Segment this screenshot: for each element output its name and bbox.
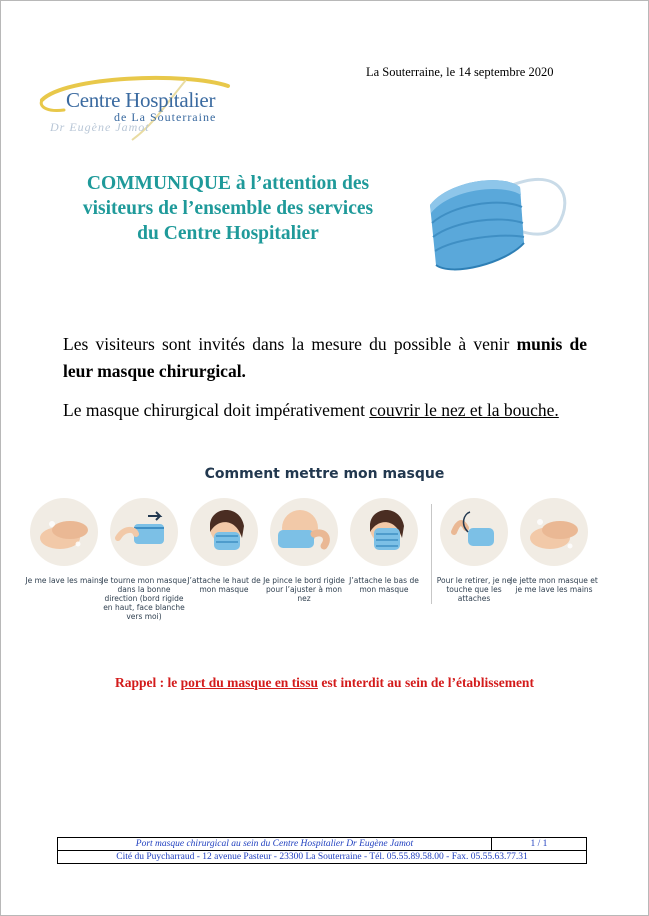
headline-line: du Centre Hospitalier — [137, 223, 319, 244]
step-label: J’attache le haut de mon masque — [187, 576, 261, 594]
date-line: La Souterraine, le 14 septembre 2020 — [366, 65, 554, 79]
reminder-underlined: port du masque en tissu — [180, 675, 318, 690]
hand-wash-icon — [30, 498, 98, 566]
headline-line: COMMUNIQUE à l’attention des — [86, 173, 370, 194]
reminder-notice — [0, 675, 649, 691]
paragraph-underlined: couvrir le nez et la bouche. — [369, 400, 559, 420]
logo-title: Centre Hospitalier — [66, 88, 216, 112]
step-label: J’attache le bas de mon masque — [349, 576, 419, 594]
paragraph-visitors — [63, 331, 587, 385]
mask-steps-figure — [24, 492, 624, 622]
paragraph-mask-rule — [63, 397, 587, 424]
headline-line: visiteurs de l’ensemble des services — [82, 198, 374, 219]
hospital-logo — [36, 74, 236, 144]
logo-subtitle: de La Souterraine — [114, 110, 217, 124]
pinch-nose-icon — [270, 498, 338, 566]
footer-address: Cité du Puycharraud - 12 avenue Pasteur - 23300 La Souterraine - Tél. 05.55.89.58.00 - Fax. 05.55.63.77.31 — [58, 851, 587, 864]
step-label: Je pince le bord rigide pour l’ajuster à mon nez — [263, 576, 345, 603]
dispose-wash-icon — [520, 498, 588, 566]
step-label: Je jette mon masque et je me lave les mains — [510, 576, 598, 594]
footer-table — [57, 837, 587, 864]
step-label: Je tourne mon masque dans la bonne direction (bord rigide en haut, face blanche vers moi) — [101, 576, 187, 621]
mask-orientation-icon — [110, 498, 178, 566]
tie-bottom-icon — [350, 498, 418, 566]
logo-script: Dr Eugène Jamot — [50, 120, 150, 134]
surgical-mask-icon — [408, 165, 578, 285]
paragraph-text: Le masque chirurgical doit impérativement — [63, 400, 370, 420]
paragraph-emphasis: munis de leur masque chirurgical. — [63, 334, 588, 381]
step-label: Je me lave les mains — [25, 576, 103, 585]
paragraph-text: Les visiteurs sont invités dans la mesure du possible à venir — [63, 334, 517, 354]
remove-mask-icon — [440, 498, 508, 566]
reminder-suffix: est interdit au sein de l’établissement — [317, 675, 534, 690]
step-label: Pour le retirer, je ne touche que les attaches — [436, 576, 512, 603]
footer-page-number: 1 / 1 — [492, 838, 587, 851]
reminder-prefix: Rappel : le — [115, 675, 181, 690]
headline — [58, 171, 398, 246]
steps-title: Comment mettre mon masque — [204, 466, 445, 482]
footer-caption: Port masque chirurgical au sein du Centre Hospitalier Dr Eugène Jamot — [58, 838, 492, 851]
tie-top-icon — [190, 498, 258, 566]
